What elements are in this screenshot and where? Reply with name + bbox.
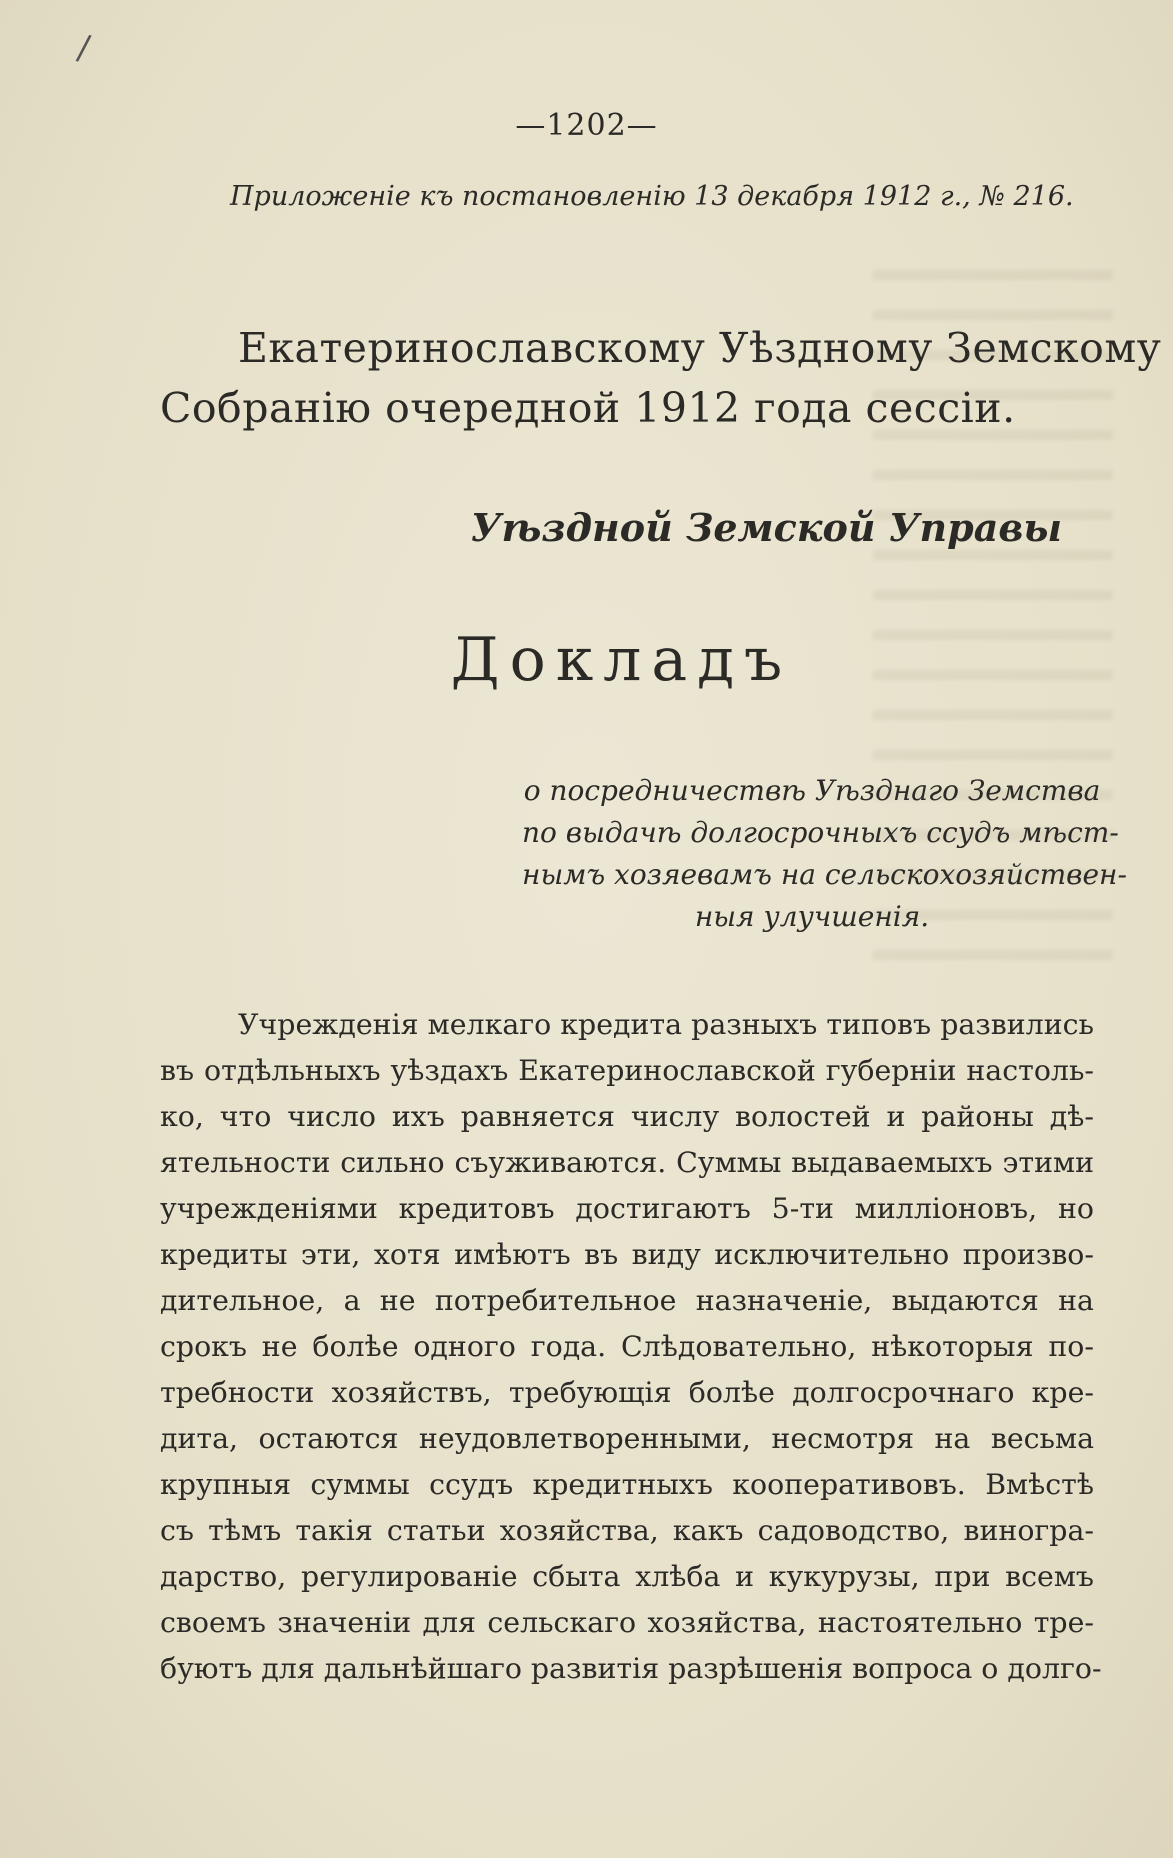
body-line: дительное, а не потребительное назначеніе, выдаются на (160, 1284, 1094, 1317)
body-line: дарство, регулированіе сбыта хлѣба и кукурузы, при всемъ (160, 1560, 1094, 1593)
body-line: Учрежденія мелкаго кредита разныхъ типовъ развились (238, 1008, 1094, 1041)
subject-line: по выдачѣ долгосрочныхъ ссудъ мѣст- (522, 816, 1119, 849)
report-subject (522, 770, 1127, 938)
body-line: требности хозяйствъ, требующія болѣе долгосрочнаго кре- (160, 1376, 1094, 1409)
address-line-2: Собранію очередной 1912 года сессіи. (160, 384, 1016, 432)
document-title: Докладъ (450, 625, 793, 695)
body-paragraph (160, 1002, 1102, 1692)
body-line: ятельности сильно съуживаются. Суммы выдаваемыхъ этими (160, 1146, 1094, 1179)
body-line: кредиты эти, хотя имѣютъ въ виду исключительно произво- (160, 1238, 1094, 1271)
body-line: срокъ не болѣе одного года. Слѣдовательно, нѣкоторыя по- (160, 1330, 1094, 1363)
body-line: въ отдѣльныхъ уѣздахъ Екатеринославской губерніи настоль- (160, 1054, 1094, 1087)
body-line: дита, остаются неудовлетворенными, несмотря на весьма (160, 1422, 1094, 1455)
body-line: ко, что число ихъ равняется числу волостей и районы дѣ- (160, 1100, 1094, 1133)
page-number: —1202— (515, 108, 658, 143)
body-line: крупныя суммы ссудъ кредитныхъ кооперативовъ. Вмѣстѣ (160, 1468, 1094, 1501)
subject-line: ныя улучшенія. (694, 900, 930, 933)
pencil-mark: / (74, 27, 93, 69)
subject-line: нымъ хозяевамъ на сельскохозяйствен- (522, 858, 1127, 891)
body-line: своемъ значеніи для сельскаго хозяйства, настоятельно тре- (160, 1606, 1094, 1639)
body-line: съ тѣмъ такія статьи хозяйства, какъ садоводство, виногра- (160, 1514, 1094, 1547)
body-line: буютъ для дальнѣйшаго развитія разрѣшенія вопроса о долго- (160, 1652, 1102, 1685)
appendix-note: Приложеніе къ постановленію 13 декабря 1912 г., № 216. (230, 181, 1074, 212)
body-line: учрежденіями кредитовъ достигаютъ 5-ти милліоновъ, но (160, 1192, 1094, 1225)
issuer-heading: Уѣздной Земской Управы (470, 505, 1062, 550)
address-line-1: Екатеринославскому Уѣздному Земскому (238, 324, 1162, 372)
address-heading (160, 318, 1162, 438)
subject-line: о посредничествѣ Уѣзднаго Земства (523, 774, 1101, 807)
